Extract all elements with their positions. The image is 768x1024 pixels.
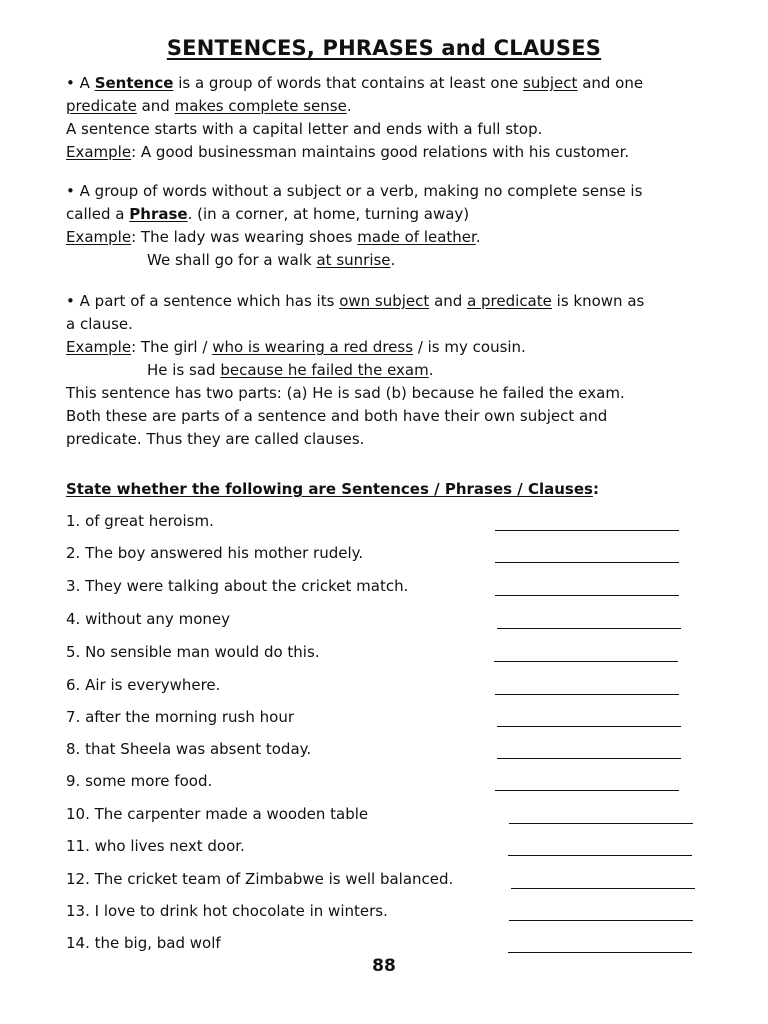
exercise-instruction: State whether the following are Sentences / Phrases / Clauses: <box>66 480 599 498</box>
answer-blank[interactable] <box>497 628 681 629</box>
exercise-item: 14. the big, bad wolf <box>66 934 221 952</box>
answer-blank[interactable] <box>495 694 679 695</box>
exercise-item: 11. who lives next door. <box>66 837 245 855</box>
answer-blank[interactable] <box>508 952 692 953</box>
answer-blank[interactable] <box>495 790 679 791</box>
sentence-example: Example: A good businessman maintains good relations with his customer. <box>66 143 630 161</box>
example-label: Example <box>66 338 132 356</box>
exercise-item: 1. of great heroism. <box>66 512 214 530</box>
clause-def-line-2: a clause. <box>66 315 133 333</box>
clause-def-line-1: • A part of a sentence which has its own subject and a predicate is known as <box>66 292 645 310</box>
exercise-item: 6. Air is everywhere. <box>66 676 221 694</box>
exercise-item: 4. without any money <box>66 610 230 628</box>
phrase-def-line-1: • A group of words without a subject or a verb, making no complete sense is <box>66 182 643 200</box>
exercise-item: 7. after the morning rush hour <box>66 708 295 726</box>
answer-blank[interactable] <box>509 823 693 824</box>
page-title: SENTENCES, PHRASES and CLAUSES <box>166 36 602 60</box>
phrase-example-2: We shall go for a walk at sunrise. <box>147 251 396 269</box>
exercise-item: 5. No sensible man would do this. <box>66 643 320 661</box>
exercise-item: 3. They were talking about the cricket match. <box>66 577 409 595</box>
keyword-subject: subject <box>523 74 578 92</box>
sentence-rule: A sentence starts with a capital letter and ends with a full stop. <box>66 120 543 138</box>
phrase-definition <box>66 180 726 272</box>
clause-explanation-3: predicate. Thus they are called clauses. <box>66 430 365 448</box>
answer-blank[interactable] <box>497 758 681 759</box>
term-phrase: Phrase <box>129 205 188 223</box>
exercise-item: 12. The cricket team of Zimbabwe is well balanced. <box>66 870 454 888</box>
page-number: 88 <box>372 956 396 976</box>
exercise-item: 8. that Sheela was absent today. <box>66 740 312 758</box>
clause-definition <box>66 290 726 451</box>
answer-blank[interactable] <box>494 661 678 662</box>
answer-blank[interactable] <box>511 888 695 889</box>
term-sentence: Sentence <box>94 74 174 92</box>
exercise-item: 9. some more food. <box>66 772 213 790</box>
clause-example-2: He is sad because he failed the exam. <box>147 361 434 379</box>
phrase-def-line-2: called a Phrase. (in a corner, at home, turning away) <box>66 205 470 223</box>
answer-blank[interactable] <box>509 920 693 921</box>
sentence-definition <box>66 72 726 164</box>
answer-blank[interactable] <box>495 595 679 596</box>
exercise-item: 2. The boy answered his mother rudely. <box>66 544 364 562</box>
example-label: Example <box>66 143 132 161</box>
exercise-item: 13. I love to drink hot chocolate in winters. <box>66 902 388 920</box>
answer-blank[interactable] <box>497 726 681 727</box>
exercise-item: 10. The carpenter made a wooden table <box>66 805 369 823</box>
answer-blank[interactable] <box>495 562 679 563</box>
sentence-def-line-1: • A Sentence is a group of words that contains at least one subject and one <box>66 74 644 92</box>
sentence-def-line-2: predicate and makes complete sense. <box>66 97 352 115</box>
clause-explanation-1: This sentence has two parts: (a) He is sad (b) because he failed the exam. <box>66 384 625 402</box>
answer-blank[interactable] <box>495 530 679 531</box>
keyword-complete-sense: makes complete sense <box>174 97 347 115</box>
keyword-predicate: predicate <box>66 97 137 115</box>
clause-explanation-2: Both these are parts of a sentence and both have their own subject and <box>66 407 608 425</box>
phrase-example-1: Example: The lady was wearing shoes made of leather. <box>66 228 481 246</box>
answer-blank[interactable] <box>508 855 692 856</box>
example-label: Example <box>66 228 132 246</box>
clause-example-1: Example: The girl / who is wearing a red dress / is my cousin. <box>66 338 526 356</box>
